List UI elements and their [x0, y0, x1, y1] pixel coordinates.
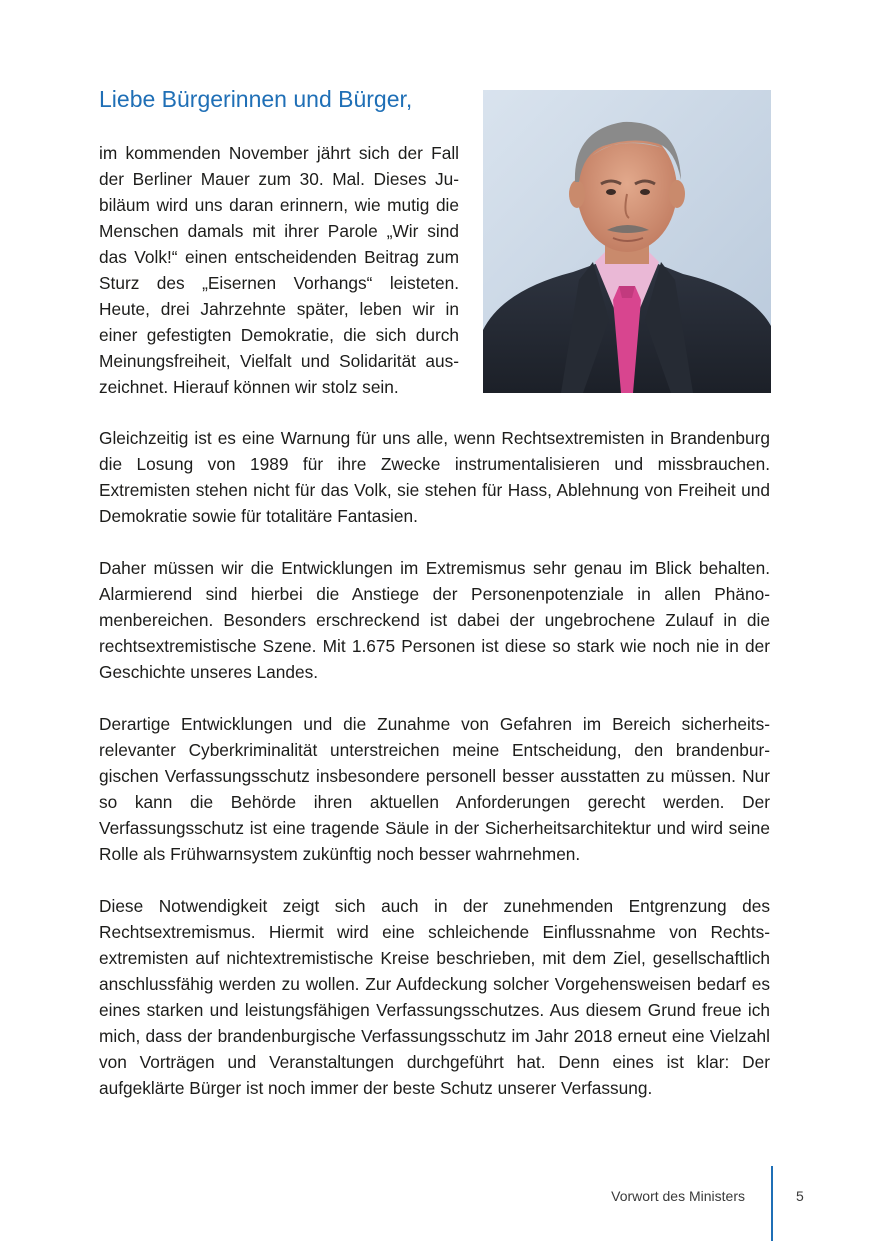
paragraph-4: Derartige Entwicklungen und die Zunahme von Gefahren im Bereich sicherheitsrelevanter Cyberkriminalität unterstreichen meine Entscheidung, den brandenburgischen Verfassungsschutz insbesondere personell besser ausstatten zu müssen. Nur so kann die Behörde ihren aktuellen Anforderungen gerecht werden. Der Verfassungsschutz ist eine tragende Säule in der Sicherheitsarchitektur und wird seine Rolle als Frühwarnsystem zukünftig noch besser wahrnehmen. [99, 714, 770, 864]
footer-section-title: Vorwort des Ministers [611, 1188, 745, 1204]
paragraph-5: Diese Notwendigkeit zeigt sich auch in der zunehmenden Entgrenzung des Rechtsextremismus. Hiermit wird eine schleichende Einflussnahme von Rechtsextremisten auf nichtextremistische Kreise beschrieben, mit dem Ziel, gesellschaftlich anschlussfähig werden zu wollen. Zur Aufdeckung solcher Vorgehensweisen bedarf es eines starken und leistungsfähigen Verfassungsschutzes. Aus diesem Grund freue ich mich, dass der brandenburgische Verfassungsschutz im Jahr 2018 erneut eine Vielzahl von Vorträgen und Veranstaltungen durchgeführt hat. Denn eines ist klar: Der aufgeklärte Bürger ist noch immer der beste Schutz unserer Verfassung. [99, 896, 770, 1098]
footer-divider [771, 1166, 773, 1241]
paragraph-2: Gleichzeitig ist es eine Warnung für uns alle, wenn Rechtsextremisten in Brandenburg die Losung von 1989 für ihre Zwecke instrumentalisieren und missbrauchen. Extremisten stehen nicht für das Volk, sie stehen für Hass, Ablehnung von Freiheit und Demokratie sowie für totalitäre Fantasien. [99, 428, 770, 526]
minister-portrait-photo [483, 90, 771, 393]
minister-portrait [483, 90, 771, 393]
paragraph-1: im kommenden November jährt sich der Fall der Berliner Mauer zum 30. Mal. Dieses Jubiläum wird uns daran erinnern, wie mutig die Menschen damals mit ihrer Parole „Wir sind das Volk!“ einen entscheidenden Beitrag zum Sturz des „Eisernen Vorhangs“ leisteten. Heute, drei Jahrzehnte später, leben wir in einer gefestigten Demokratie, die sich durch Meinungsfreiheit, Vielfalt und Solidarität auszeichnet. Hierauf können wir stolz sein. [99, 143, 459, 397]
page-number: 5 [796, 1188, 804, 1204]
paragraph-3: Daher müssen wir die Entwicklungen im Extremismus sehr genau im Blick behalten. Alarmierend sind hierbei die Anstiege der Personenpotenziale in allen Phänomenbereichen. Besonders erschreckend ist dabei der ungebrochene Zulauf in die rechtsextremistische Szene. Mit 1.675 Personen ist diese so stark wie noch nie in der Geschichte unseres Landes. [99, 558, 770, 682]
page-title: Liebe Bürgerinnen und Bürger, [99, 86, 413, 112]
